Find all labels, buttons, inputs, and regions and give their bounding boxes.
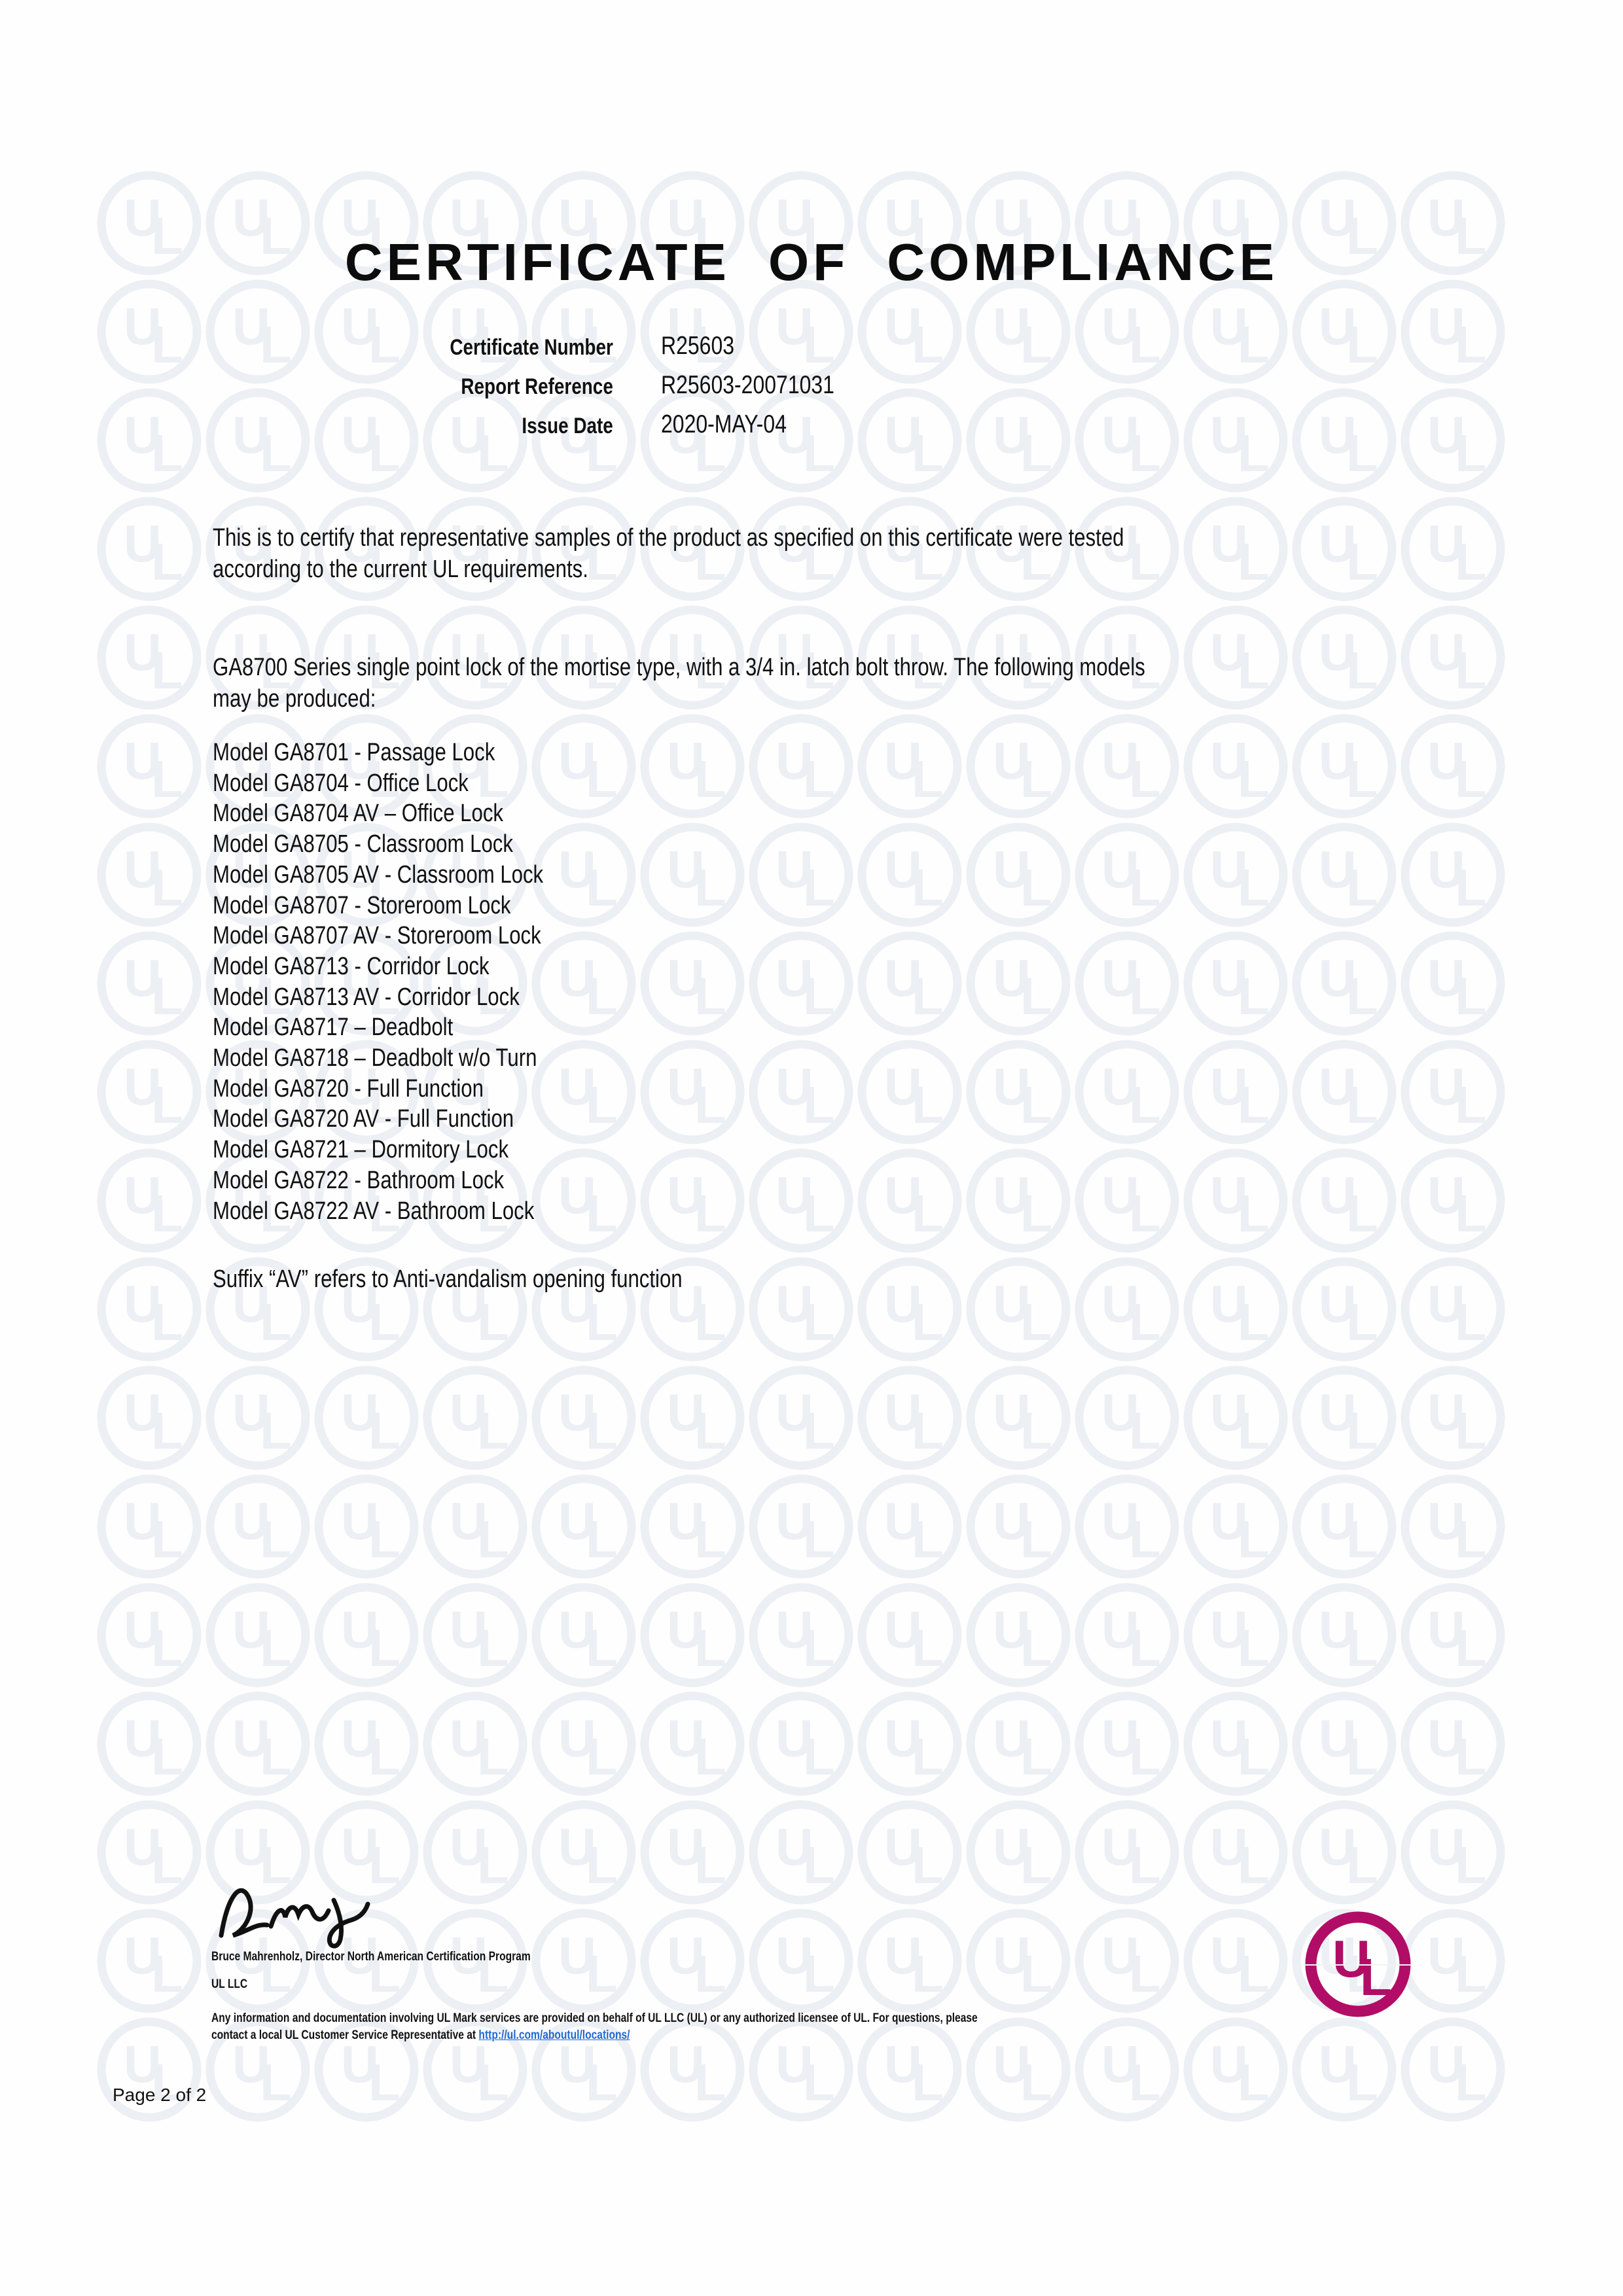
- model-line: Model GA8707 AV - Storeroom Lock: [213, 922, 541, 950]
- model-line: Model GA8707 - Storeroom Lock: [213, 891, 511, 919]
- legal-fine-print: [211, 2010, 978, 2044]
- info-label: Issue Date: [522, 414, 613, 438]
- model-line: Model GA8721 – Dormitory Lock: [213, 1136, 509, 1164]
- ul-logo-letter-l: L: [1360, 1948, 1392, 2006]
- model-line: Model GA8713 AV - Corridor Lock: [213, 983, 520, 1011]
- ul-locations-link[interactable]: http://ul.com/aboutul/locations/: [478, 2028, 630, 2042]
- ul-logo-letter-u: U: [1332, 1930, 1370, 1988]
- model-line: Model GA8722 - Bathroom Lock: [213, 1166, 505, 1194]
- page-number: Page 2 of 2: [113, 2085, 207, 2105]
- legal-line-2-prefix: contact a local UL Customer Service Representative at: [211, 2028, 479, 2042]
- info-value: R25603: [661, 332, 735, 360]
- model-line: Model GA8718 – Deadbolt w/o Turn: [213, 1044, 537, 1072]
- model-line: Model GA8705 AV - Classroom Lock: [213, 860, 544, 889]
- info-value: 2020-MAY-04: [661, 410, 787, 438]
- product-line-1: GA8700 Series single point lock of the mortise type, with a 3/4 in. latch bolt throw. The following models: [213, 654, 1145, 681]
- model-line: Model GA8705 - Classroom Lock: [213, 830, 513, 858]
- model-list: [213, 737, 543, 1226]
- signatory-company: UL LLC: [211, 1977, 248, 1991]
- info-label: Certificate Number: [450, 335, 613, 360]
- model-line: Model GA8713 - Corridor Lock: [213, 952, 490, 980]
- certify-line-2: according to the current UL requirements.: [213, 556, 588, 583]
- signature-scribble: [215, 1875, 411, 1949]
- certify-paragraph: [213, 522, 1124, 585]
- model-line: Model GA8704 - Office Lock: [213, 769, 469, 797]
- legal-line-1: Any information and documentation involving UL Mark services are provided on behalf of UL LLC (UL) or any authorized licensee of UL. For questions, please: [211, 2011, 978, 2025]
- info-value: R25603-20071031: [661, 371, 834, 399]
- info-label: Report Reference: [461, 374, 613, 399]
- model-line: Model GA8701 - Passage Lock: [213, 739, 495, 766]
- page-title: CERTIFICATE OF COMPLIANCE: [344, 233, 1279, 291]
- signatory-name-title: Bruce Mahrenholz, Director North American Certification Program: [211, 1950, 531, 1964]
- info-row: [371, 333, 1484, 372]
- product-paragraph: [213, 652, 1145, 715]
- info-row: [371, 372, 1484, 412]
- ul-logo: [1304, 1910, 1412, 2019]
- model-line: Model GA8720 AV - Full Function: [213, 1105, 514, 1133]
- model-line: Model GA8704 AV – Office Lock: [213, 800, 504, 828]
- info-row: [371, 412, 1484, 451]
- suffix-note: Suffix “AV” refers to Anti-vandalism opening function: [213, 1265, 683, 1293]
- model-line: Model GA8722 AV - Bathroom Lock: [213, 1197, 535, 1225]
- product-line-2: may be produced:: [213, 685, 376, 713]
- model-line: Model GA8717 – Deadbolt: [213, 1014, 454, 1042]
- certify-line-1: This is to certify that representative samples of the product as specified on this certificate were tested: [213, 524, 1124, 552]
- model-line: Model GA8720 - Full Function: [213, 1074, 484, 1103]
